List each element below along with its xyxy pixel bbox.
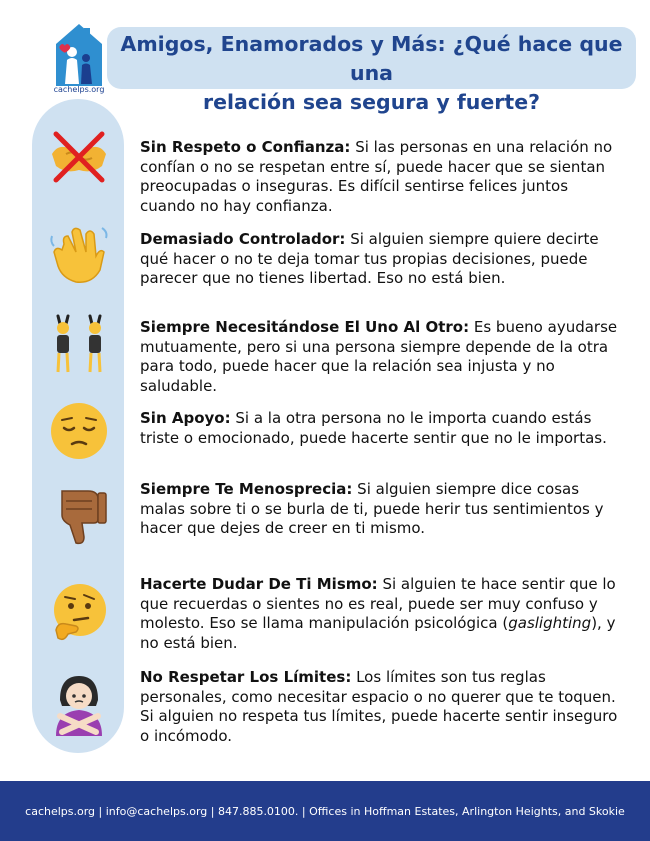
item-body: Si alguien siempre dice cosas malas sobre ti o se burla de ti, puede herir tus sentimientos y hacer que dejes de creer en ti mismo.	[140, 480, 604, 537]
item-body-italic: gaslighting	[508, 614, 592, 632]
item-body-after: ), y no está bien.	[140, 614, 616, 652]
item-body: Los límites son tus reglas personales, como necesitar espacio o no querer que te toquen. Si alguien no respeta tus límites, puede hacerte sentir inseguro o incómodo.	[140, 668, 618, 745]
item-body: Si las personas en una relación no confían o no se respetan entre sí, puede hacer que se sientan preocupadas o inseguras. Es difícil sentirse felices juntos cuando no hay confianza.	[140, 138, 613, 215]
item-heading: Sin Apoyo:	[140, 409, 231, 427]
page-title	[107, 30, 636, 117]
house-family-logo-icon	[54, 22, 104, 88]
list-item	[140, 230, 620, 289]
item-body-before: Si alguien te hace sentir que lo que recuerdas o sientes no es real, puede ser muy confuso y molesto. Eso se llama manipulación psicológica (	[140, 575, 616, 632]
item-body: Si a la otra persona no le importa cuando estás triste o emocionado, puede hacerte sentir que no le importas.	[140, 409, 607, 447]
logo-text: cachelps.org	[53, 85, 105, 94]
item-heading: Sin Respeto o Confianza:	[140, 138, 351, 156]
item-body: Si alguien siempre quiere decirte qué hacer o no te deja tomar tus propias decisiones, puede parecer que no tienes libertad. Eso no está bien.	[140, 230, 599, 287]
people-with-bunny-ears-icon	[46, 310, 112, 376]
footer	[0, 781, 650, 841]
thinking-face-icon	[46, 580, 112, 646]
list-item	[140, 138, 620, 216]
item-heading: Siempre Necesitándose El Uno Al Otro:	[140, 318, 470, 336]
list-item	[140, 409, 620, 448]
crossed-handshake-icon	[46, 124, 112, 190]
item-heading: Hacerte Dudar De Ti Mismo:	[140, 575, 378, 593]
page-title-line-2: relación sea segura y fuerte?	[202, 90, 541, 114]
footer-text: cachelps.org | info@cachelps.org | 847.885.0100. | Offices in Hoffman Estates, Arlington Heights, and Skokie	[25, 804, 625, 818]
list-item	[140, 668, 620, 746]
person-gesturing-no-icon	[46, 670, 112, 736]
item-body: Es bueno ayudarse mutuamente, pero si una persona siempre depende de la otra para todo, puede hacer que la relación sea injusta y no saludable.	[140, 318, 618, 395]
page-title-line-1: Amigos, Enamorados y Más: ¿Qué hace que una	[120, 32, 623, 85]
list-item	[140, 480, 620, 539]
waving-hand-icon	[46, 222, 112, 288]
item-heading: Siempre Te Menosprecia:	[140, 480, 353, 498]
item-heading: No Respetar Los Límites:	[140, 668, 352, 686]
item-heading: Demasiado Controlador:	[140, 230, 346, 248]
list-item	[140, 318, 620, 396]
pensive-face-icon	[46, 398, 112, 464]
list-item	[140, 575, 620, 653]
thumbs-down-icon	[46, 483, 112, 549]
